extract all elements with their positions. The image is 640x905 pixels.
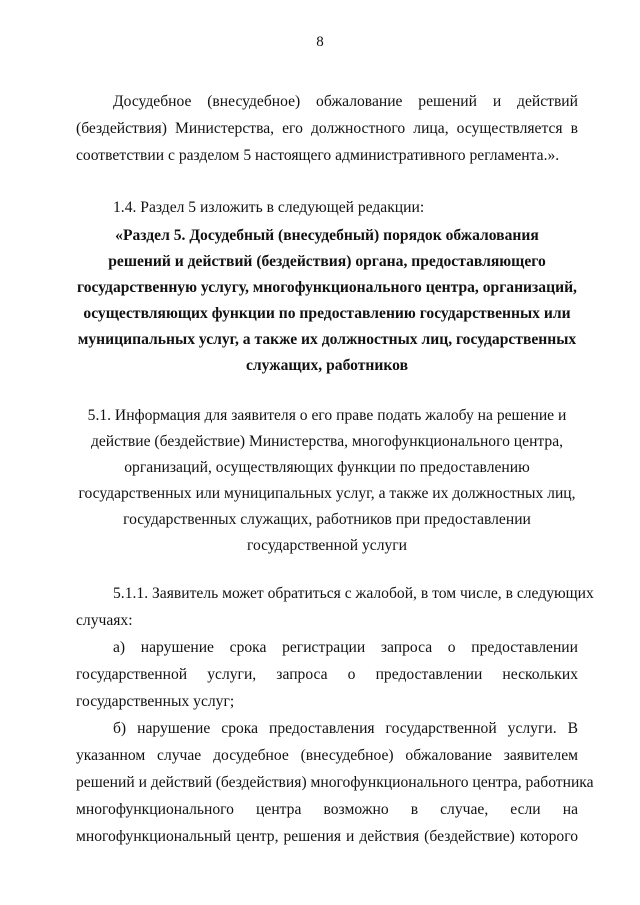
item-b-line-1: б) нарушение срока предоставления государственной услуги. В — [113, 720, 578, 737]
item-a-line-3: государственных услуг; — [76, 693, 235, 710]
item-b-line-3: решений и действий (бездействия) многофункционального центра, работника — [76, 774, 594, 791]
subsection-heading-line-2: действие (бездействие) Министерства, многофункционального центра, — [90, 433, 564, 450]
subsection-heading-line-4: государственных или муниципальных услуг, а также их должностных лиц, — [78, 485, 576, 502]
subsection-heading-line-3: организаций, осуществляющих функции по предоставлению — [124, 459, 530, 476]
section-heading-line-2: решений и действий (бездействия) органа, предоставляющего — [108, 253, 546, 270]
subsection-heading-line-1: 5.1. Информация для заявителя о его праве подать жалобу на решение и — [87, 407, 567, 424]
subsection-heading-line-5: государственных служащих, работников при предоставлении — [123, 511, 531, 528]
section-heading-line-4: осуществляющих функции по предоставлению государственных или — [83, 305, 571, 322]
item-b-line-4: многофункционального центра возможно в случае, если на — [76, 801, 578, 818]
section-heading-line-6: служащих, работников — [246, 357, 408, 374]
item-a-line-1: а) нарушение срока регистрации запроса о предоставлении — [113, 639, 578, 656]
paragraph-1-line-3: соответствии с разделом 5 настоящего административного регламента.». — [76, 147, 560, 164]
item-a-line-2: государственной услуги, запроса о предоставлении нескольких — [76, 666, 578, 683]
section-heading-line-3: государственную услугу, многофункционального центра, организаций, — [77, 279, 577, 296]
item-b-line-2: указанном случае досудебное (внесудебное) обжалование заявителем — [76, 747, 578, 764]
item-b-line-5: многофункциональный центр, решения и действия (бездействие) которого — [76, 828, 578, 845]
paragraph-3-line-2: случаях: — [76, 612, 133, 629]
paragraph-3-line-1: 5.1.1. Заявитель может обратиться с жалобой, в том числе, в следующих — [113, 585, 594, 602]
section-heading-line-1: «Раздел 5. Досудебный (внесудебный) порядок обжалования — [115, 227, 539, 244]
subsection-heading-line-6: государственной услуги — [246, 537, 408, 554]
paragraph-1-line-2: (бездействия) Министерства, его должностного лица, осуществляется в — [76, 120, 578, 137]
paragraph-2: 1.4. Раздел 5 изложить в следующей редакции: — [113, 199, 425, 216]
page-number: 8 — [316, 34, 324, 50]
section-heading-line-5: муниципальных услуг, а также их должностных лиц, государственных — [77, 331, 577, 348]
paragraph-1-line-1: Досудебное (внесудебное) обжалование решений и действий — [113, 93, 578, 110]
